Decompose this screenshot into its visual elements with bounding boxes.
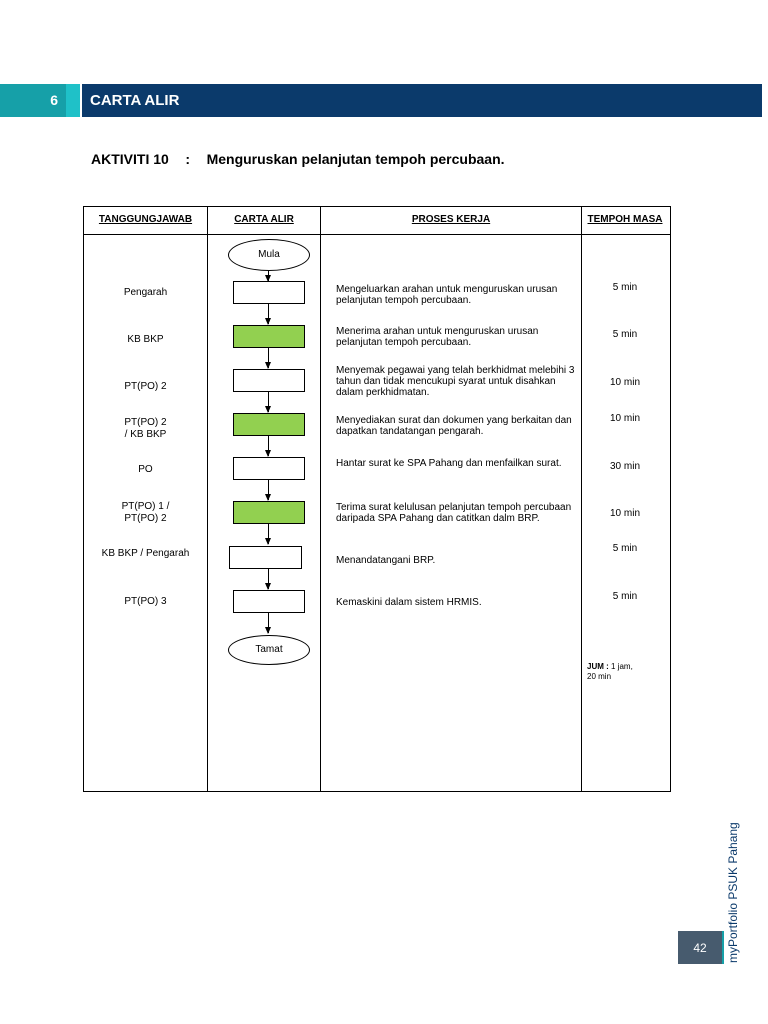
column-header-tanggungjawab: TANGGUNGJAWAB — [98, 214, 193, 225]
total-value: 1 jam, 20 min — [587, 662, 633, 681]
row-duration: 5 min — [612, 591, 638, 602]
end-terminator: Tamat — [228, 635, 310, 665]
row-process: Menyediakan surat dan dokumen yang berkaitan dan dapatkan tandatangan pengarah. — [336, 415, 572, 437]
row-process: Menyemak pegawai yang telah berkhidmat melebihi 3 tahun dan tidak mencukupi syarat untuk disahkan dalam perkhidmatan. — [336, 365, 575, 398]
column-divider — [207, 207, 208, 791]
page-number-box — [678, 931, 722, 964]
process-box — [233, 369, 305, 392]
row-responsibility: PT(PO) 2 / KB BKP — [124, 417, 167, 440]
row-process: Hantar surat ke SPA Pahang dan menfailkan surat. — [336, 458, 562, 469]
section-number: 6 — [50, 92, 58, 108]
process-box — [233, 590, 305, 613]
row-responsibility: PT(PO) 1 / PT(PO) 2 — [121, 501, 170, 524]
flow-arrow — [268, 480, 269, 500]
activity-label: AKTIVITI 10 — [91, 151, 169, 167]
row-process: Kemaskini dalam sistem HRMIS. — [336, 597, 482, 608]
side-branding: myPortfolio PSUK Pahang — [726, 822, 740, 963]
page-number-accent — [722, 931, 724, 964]
total-label: JUM : — [587, 662, 609, 671]
row-duration: 10 min — [609, 508, 640, 519]
row-responsibility: Pengarah — [123, 287, 168, 298]
header-accent-strip — [66, 84, 80, 117]
process-box — [233, 281, 305, 304]
process-box-highlighted — [233, 325, 305, 348]
column-divider — [320, 207, 321, 791]
row-responsibility: KB BKP / Pengarah — [101, 548, 190, 559]
section-number-block — [0, 84, 66, 117]
section-title: CARTA ALIR — [90, 92, 180, 109]
row-responsibility: KB BKP — [127, 334, 164, 345]
row-responsibility: PT(PO) 2 — [124, 381, 167, 392]
row-duration: 10 min — [609, 377, 640, 388]
row-responsibility: PO — [138, 464, 153, 475]
start-terminator: Mula — [228, 239, 310, 271]
column-header-proses-kerja: PROSES KERJA — [411, 214, 491, 225]
flow-arrow — [268, 436, 269, 456]
row-duration: 5 min — [612, 543, 638, 554]
flowchart-table — [83, 206, 671, 792]
activity-separator: : — [185, 151, 191, 167]
row-process: Menandatangani BRP. — [336, 555, 436, 566]
row-process: Mengeluarkan arahan untuk menguruskan urusan pelanjutan tempoh percubaan. — [336, 284, 558, 306]
column-header-carta-alir: CARTA ALIR — [234, 214, 294, 225]
flow-arrow — [268, 569, 269, 589]
row-duration: 5 min — [612, 329, 638, 340]
row-duration: 30 min — [609, 461, 640, 472]
section-header-bar — [82, 84, 762, 117]
activity-name: Menguruskan pelanjutan tempoh percubaan. — [206, 151, 505, 167]
process-box-highlighted — [233, 413, 305, 436]
page-number: 42 — [693, 941, 707, 955]
flow-arrow — [268, 304, 269, 324]
row-duration: 5 min — [612, 282, 638, 293]
flow-arrow — [268, 348, 269, 368]
flow-arrow — [268, 524, 269, 544]
activity-title — [91, 151, 505, 167]
column-header-tempoh-masa: TEMPOH MASA — [587, 214, 663, 225]
row-responsibility: PT(PO) 3 — [124, 596, 167, 607]
total-duration — [587, 662, 667, 682]
process-box-highlighted — [233, 501, 305, 524]
flow-arrow — [268, 613, 269, 633]
row-process: Terima surat kelulusan pelanjutan tempoh percubaan daripada SPA Pahang dan catitkan dalm BRP. — [336, 502, 572, 524]
column-divider — [581, 207, 582, 791]
row-process: Menerima arahan untuk menguruskan urusan pelanjutan tempoh percubaan. — [336, 326, 539, 348]
process-box — [229, 546, 302, 569]
header-divider — [84, 234, 670, 235]
flow-arrow — [268, 392, 269, 412]
row-duration: 10 min — [609, 413, 640, 424]
flow-arrow — [268, 270, 269, 281]
process-box — [233, 457, 305, 480]
